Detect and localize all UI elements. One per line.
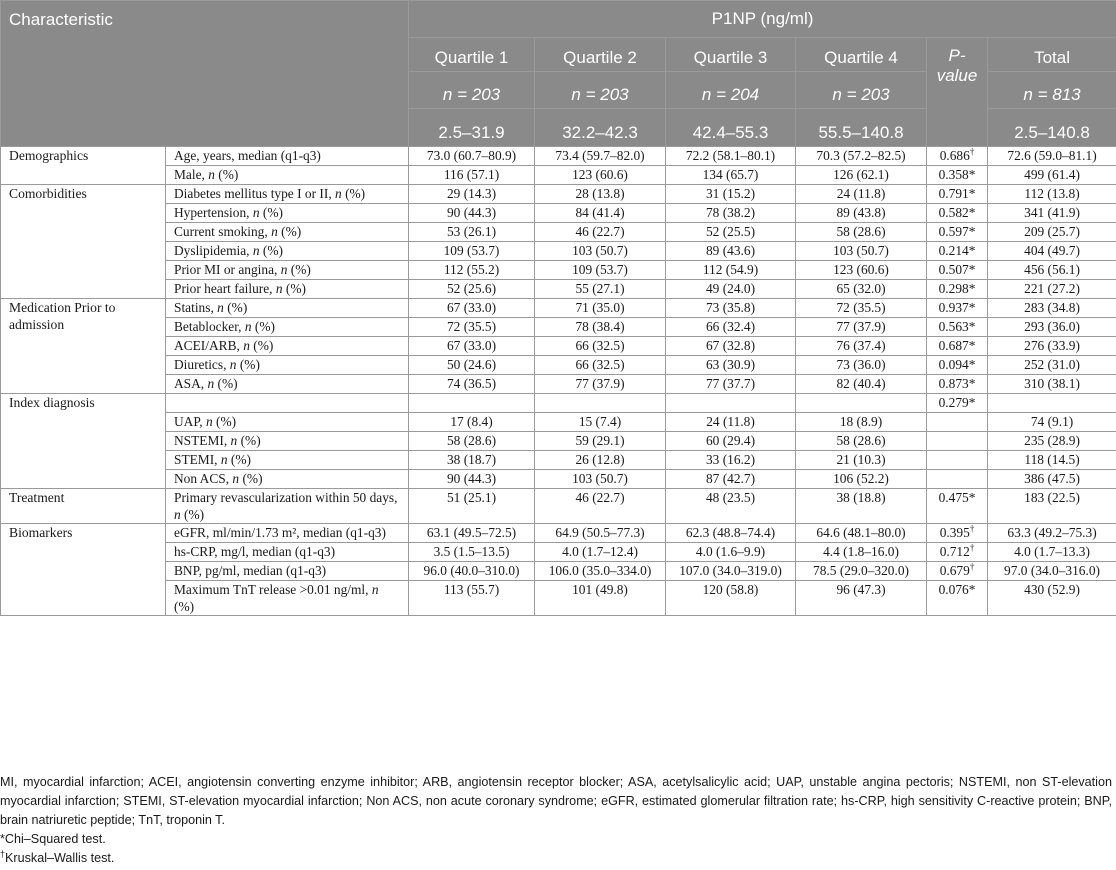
p-value-cell: [927, 356, 988, 375]
quartile-2-value: 4.0 (1.7–12.4): [535, 543, 666, 562]
p-value-cell: [927, 185, 988, 204]
quartile-1-value: 109 (53.7): [409, 242, 535, 261]
quartile-1-value: 51 (25.1): [409, 489, 535, 524]
table-row: [1, 166, 1116, 185]
quartile-1-value: 96.0 (40.0–310.0): [409, 562, 535, 581]
table-row: [1, 242, 1116, 261]
total-value: 283 (34.8): [988, 299, 1116, 318]
table-row: [1, 280, 1116, 299]
p-value-cell: [927, 451, 988, 470]
quartile-3-value: 134 (65.7): [666, 166, 796, 185]
p-value-cell: [927, 147, 988, 166]
p-value-cell: [927, 375, 988, 394]
quartile-3-value: 62.3 (48.8–74.4): [666, 524, 796, 543]
category-cell: Treatment: [1, 489, 166, 524]
quartile-2-value: 64.9 (50.5–77.3): [535, 524, 666, 543]
table-row: [1, 562, 1116, 581]
category-cell: Index diagnosis: [1, 394, 166, 489]
total-value: 276 (33.9): [988, 337, 1116, 356]
total-value: 310 (38.1): [988, 375, 1116, 394]
quartile-3-range: 42.4–55.3: [666, 109, 796, 147]
total-value: 499 (61.4): [988, 166, 1116, 185]
p-value: 0.076*: [938, 582, 976, 597]
quartile-3-value: 67 (32.8): [666, 337, 796, 356]
quartile-2-range: 32.2–42.3: [535, 109, 666, 147]
p-value-cell: [927, 337, 988, 356]
row-label: Primary revascularization within 50 days, n (%): [166, 489, 409, 524]
row-label: Maximum TnT release >0.01 ng/ml, n (%): [166, 581, 409, 616]
quartile-1-range: 2.5–31.9: [409, 109, 535, 147]
total-value: 404 (49.7): [988, 242, 1116, 261]
quartile-3-n: n = 204: [666, 72, 796, 109]
table-header: [1, 1, 1116, 147]
p-value: 0.395: [939, 525, 970, 540]
table-row: [1, 337, 1116, 356]
dagger-mark: †: [0, 848, 6, 859]
row-label: Dyslipidemia, n (%): [166, 242, 409, 261]
quartile-3-value: 89 (43.6): [666, 242, 796, 261]
p-value-cell: [927, 299, 988, 318]
quartile-2-value: 78 (38.4): [535, 318, 666, 337]
p-value: 0.214*: [938, 243, 976, 258]
quartile-1-value: [409, 394, 535, 413]
quartile-1-value: 38 (18.7): [409, 451, 535, 470]
row-label: ASA, n (%): [166, 375, 409, 394]
quartile-2-value: 73.4 (59.7–82.0): [535, 147, 666, 166]
quartile-4-value: 21 (10.3): [796, 451, 927, 470]
total-value: [988, 394, 1116, 413]
quartile-1-value: 67 (33.0): [409, 299, 535, 318]
p-value-cell: [927, 470, 988, 489]
p-value: 0.712: [939, 544, 970, 559]
quartile-4-value: 106 (52.2): [796, 470, 927, 489]
p-value: 0.563*: [938, 319, 976, 334]
quartile-4-value: 72 (35.5): [796, 299, 927, 318]
table-row: [1, 524, 1116, 543]
row-label: Statins, n (%): [166, 299, 409, 318]
p-value-cell: [927, 166, 988, 185]
total-value: 341 (41.9): [988, 204, 1116, 223]
table-row: [1, 470, 1116, 489]
quartile-3-value: 31 (15.2): [666, 185, 796, 204]
p-value-cell: [927, 562, 988, 581]
quartile-1-value: 74 (36.5): [409, 375, 535, 394]
quartile-4-value: 96 (47.3): [796, 581, 927, 616]
p-value-cell: [927, 543, 988, 562]
table-row: [1, 356, 1116, 375]
row-label: NSTEMI, n (%): [166, 432, 409, 451]
category-cell: Biomarkers: [1, 524, 166, 616]
p-value-mark: †: [969, 146, 975, 157]
table-row: [1, 299, 1116, 318]
total-value: 221 (27.2): [988, 280, 1116, 299]
quartile-3-header: Quartile 3: [666, 38, 796, 72]
quartile-3-value: 87 (42.7): [666, 470, 796, 489]
total-value: 4.0 (1.7–13.3): [988, 543, 1116, 562]
quartile-4-header: Quartile 4: [796, 38, 927, 72]
total-value: 118 (14.5): [988, 451, 1116, 470]
chi-squared-note: *Chi–Squared test.: [0, 832, 106, 846]
row-label: STEMI, n (%): [166, 451, 409, 470]
p-value: 0.686: [939, 148, 970, 163]
quartile-2-value: 46 (22.7): [535, 489, 666, 524]
kruskal-wallis-note: [0, 849, 1112, 868]
row-label: hs-CRP, mg/l, median (q1-q3): [166, 543, 409, 562]
quartile-3-value: 24 (11.8): [666, 413, 796, 432]
p-value-mark: †: [969, 523, 975, 534]
total-value: 386 (47.5): [988, 470, 1116, 489]
quartile-2-value: 46 (22.7): [535, 223, 666, 242]
quartile-4-value: 82 (40.4): [796, 375, 927, 394]
quartile-1-value: 90 (44.3): [409, 204, 535, 223]
p-value-header: [927, 38, 988, 147]
quartile-3-value: [666, 394, 796, 413]
quartile-3-value: 60 (29.4): [666, 432, 796, 451]
quartile-4-value: 58 (28.6): [796, 223, 927, 242]
quartile-3-value: 77 (37.7): [666, 375, 796, 394]
total-value: 456 (56.1): [988, 261, 1116, 280]
p-value-cell: [927, 280, 988, 299]
abbreviations-note: MI, myocardial infarction; ACEI, angiotensin converting enzyme inhibitor; ARB, angiotensin receptor blocker; ASA, acetylsalicylic acid; UAP, unstable angina pectoris; NSTEMI, non ST-elevation myocardial infarction; STEMI, ST-elevation myocardial infarction; Non ACS, non acute coronary syndrome; eGFR, estimated glomerular filtration rate; hs-CRP, high sensitivity C-reactive protein; BNP, brain natriuretic peptide; TnT, troponin T.: [0, 775, 1112, 827]
total-range: 2.5–140.8: [988, 109, 1116, 147]
p-value-cell: [927, 413, 988, 432]
quartile-2-value: 71 (35.0): [535, 299, 666, 318]
p-value-cell: [927, 581, 988, 616]
row-label: Male, n (%): [166, 166, 409, 185]
characteristic-header: Characteristic: [1, 1, 409, 147]
quartile-1-value: 90 (44.3): [409, 470, 535, 489]
p-value: 0.358*: [938, 167, 976, 182]
quartile-3-value: 72.2 (58.1–80.1): [666, 147, 796, 166]
quartile-1-value: 116 (57.1): [409, 166, 535, 185]
table-row: [1, 318, 1116, 337]
table-row: [1, 204, 1116, 223]
row-label: [166, 394, 409, 413]
table-row: [1, 375, 1116, 394]
row-label: BNP, pg/ml, median (q1-q3): [166, 562, 409, 581]
quartile-4-value: 76 (37.4): [796, 337, 927, 356]
quartile-1-value: 29 (14.3): [409, 185, 535, 204]
quartile-1-value: 58 (28.6): [409, 432, 535, 451]
table-row: [1, 451, 1116, 470]
quartile-3-value: 73 (35.8): [666, 299, 796, 318]
row-label: ACEI/ARB, n (%): [166, 337, 409, 356]
quartile-4-value: 64.6 (48.1–80.0): [796, 524, 927, 543]
p-value: 0.279*: [938, 395, 976, 410]
quartile-4-value: 123 (60.6): [796, 261, 927, 280]
quartile-4-value: 38 (18.8): [796, 489, 927, 524]
quartile-4-range: 55.5–140.8: [796, 109, 927, 147]
quartile-3-value: 48 (23.5): [666, 489, 796, 524]
quartile-3-value: 66 (32.4): [666, 318, 796, 337]
p-value: 0.597*: [938, 224, 976, 239]
table-body: [1, 147, 1116, 616]
total-value: 183 (22.5): [988, 489, 1116, 524]
row-label: Hypertension, n (%): [166, 204, 409, 223]
p-value: 0.791*: [938, 186, 976, 201]
quartile-2-value: 59 (29.1): [535, 432, 666, 451]
total-value: 74 (9.1): [988, 413, 1116, 432]
p-value: 0.873*: [938, 376, 976, 391]
quartile-1-value: 113 (55.7): [409, 581, 535, 616]
quartile-4-value: 18 (8.9): [796, 413, 927, 432]
table-row: [1, 147, 1116, 166]
row-label: Betablocker, n (%): [166, 318, 409, 337]
category-cell: Comorbidities: [1, 185, 166, 299]
total-value: 72.6 (59.0–81.1): [988, 147, 1116, 166]
quartile-1-value: 17 (8.4): [409, 413, 535, 432]
kruskal-wallis-text: Kruskal–Wallis test.: [5, 851, 115, 865]
total-value: 235 (28.9): [988, 432, 1116, 451]
p-value: 0.094*: [938, 357, 976, 372]
quartile-3-value: 33 (16.2): [666, 451, 796, 470]
quartile-4-value: 78.5 (29.0–320.0): [796, 562, 927, 581]
row-label: Non ACS, n (%): [166, 470, 409, 489]
table-footnotes: [0, 773, 1112, 868]
total-n: n = 813: [988, 72, 1116, 109]
row-label: Prior heart failure, n (%): [166, 280, 409, 299]
quartile-2-value: 77 (37.9): [535, 375, 666, 394]
quartile-2-value: 26 (12.8): [535, 451, 666, 470]
row-label: Diuretics, n (%): [166, 356, 409, 375]
quartile-1-header: Quartile 1: [409, 38, 535, 72]
quartile-1-value: 52 (25.6): [409, 280, 535, 299]
quartile-2-value: 55 (27.1): [535, 280, 666, 299]
table-row: [1, 261, 1116, 280]
table-row: [1, 581, 1116, 616]
table-row: [1, 394, 1116, 413]
p-value: 0.507*: [938, 262, 976, 277]
table-row: [1, 413, 1116, 432]
total-value: 63.3 (49.2–75.3): [988, 524, 1116, 543]
p-value-cell: [927, 524, 988, 543]
table-row: [1, 543, 1116, 562]
quartile-2-value: 66 (32.5): [535, 356, 666, 375]
quartile-1-value: 67 (33.0): [409, 337, 535, 356]
p-value-cell: [927, 489, 988, 524]
quartile-4-value: 24 (11.8): [796, 185, 927, 204]
table-row: [1, 432, 1116, 451]
quartile-3-value: 107.0 (34.0–319.0): [666, 562, 796, 581]
quartile-3-value: 52 (25.5): [666, 223, 796, 242]
total-value: 209 (25.7): [988, 223, 1116, 242]
quartile-4-value: 103 (50.7): [796, 242, 927, 261]
quartile-4-value: 73 (36.0): [796, 356, 927, 375]
p-value: 0.679: [939, 563, 970, 578]
quartile-2-value: 103 (50.7): [535, 470, 666, 489]
total-value: 112 (13.8): [988, 185, 1116, 204]
quartile-2-value: 103 (50.7): [535, 242, 666, 261]
quartile-1-value: 112 (55.2): [409, 261, 535, 280]
quartile-1-value: 72 (35.5): [409, 318, 535, 337]
quartile-4-value: 89 (43.8): [796, 204, 927, 223]
row-label: UAP, n (%): [166, 413, 409, 432]
row-label: Diabetes mellitus type I or II, n (%): [166, 185, 409, 204]
p-value-cell: [927, 394, 988, 413]
quartile-3-value: 49 (24.0): [666, 280, 796, 299]
quartile-4-value: 126 (62.1): [796, 166, 927, 185]
row-label: Age, years, median (q1-q3): [166, 147, 409, 166]
quartile-1-value: 53 (26.1): [409, 223, 535, 242]
quartile-2-value: [535, 394, 666, 413]
p-value: 0.582*: [938, 205, 976, 220]
table-row: [1, 185, 1116, 204]
total-value: 252 (31.0): [988, 356, 1116, 375]
quartile-1-value: 63.1 (49.5–72.5): [409, 524, 535, 543]
quartile-3-value: 112 (54.9): [666, 261, 796, 280]
p-value-cell: [927, 432, 988, 451]
p-value: 0.937*: [938, 300, 976, 315]
quartile-3-value: 78 (38.2): [666, 204, 796, 223]
p-value-cell: [927, 318, 988, 337]
total-value: 293 (36.0): [988, 318, 1116, 337]
quartile-2-value: 66 (32.5): [535, 337, 666, 356]
p-value-label: P- value: [936, 46, 978, 85]
category-cell: Medication Prior to admission: [1, 299, 166, 394]
table-row: [1, 223, 1116, 242]
p-value-cell: [927, 223, 988, 242]
quartile-2-value: 101 (49.8): [535, 581, 666, 616]
quartile-2-header: Quartile 2: [535, 38, 666, 72]
quartile-1-value: 3.5 (1.5–13.5): [409, 543, 535, 562]
total-header: Total: [988, 38, 1116, 72]
p-value: 0.475*: [938, 490, 976, 505]
category-cell: Demographics: [1, 147, 166, 185]
p-value-mark: †: [969, 542, 975, 553]
quartile-4-value: [796, 394, 927, 413]
p-value-cell: [927, 242, 988, 261]
total-value: 97.0 (34.0–316.0): [988, 562, 1116, 581]
quartile-3-value: 63 (30.9): [666, 356, 796, 375]
p1np-group-header: P1NP (ng/ml): [409, 1, 1116, 38]
row-label: Current smoking, n (%): [166, 223, 409, 242]
quartile-2-value: 15 (7.4): [535, 413, 666, 432]
p-value: 0.298*: [938, 281, 976, 296]
p-value-cell: [927, 261, 988, 280]
row-label: Prior MI or angina, n (%): [166, 261, 409, 280]
quartile-4-value: 4.4 (1.8–16.0): [796, 543, 927, 562]
quartile-4-value: 58 (28.6): [796, 432, 927, 451]
quartile-4-value: 70.3 (57.2–82.5): [796, 147, 927, 166]
quartile-2-value: 109 (53.7): [535, 261, 666, 280]
total-value: 430 (52.9): [988, 581, 1116, 616]
quartile-2-n: n = 203: [535, 72, 666, 109]
quartile-2-value: 84 (41.4): [535, 204, 666, 223]
row-label: eGFR, ml/min/1.73 m², median (q1-q3): [166, 524, 409, 543]
quartile-4-value: 65 (32.0): [796, 280, 927, 299]
table-row: [1, 489, 1116, 524]
quartile-2-value: 123 (60.6): [535, 166, 666, 185]
quartile-1-value: 73.0 (60.7–80.9): [409, 147, 535, 166]
p-value: 0.687*: [938, 338, 976, 353]
quartile-2-value: 28 (13.8): [535, 185, 666, 204]
quartile-3-value: 4.0 (1.6–9.9): [666, 543, 796, 562]
p-value-cell: [927, 204, 988, 223]
quartile-2-value: 106.0 (35.0–334.0): [535, 562, 666, 581]
quartile-4-n: n = 203: [796, 72, 927, 109]
p-value-mark: †: [969, 561, 975, 572]
quartile-3-value: 120 (58.8): [666, 581, 796, 616]
quartile-1-value: 50 (24.6): [409, 356, 535, 375]
quartile-4-value: 77 (37.9): [796, 318, 927, 337]
quartile-1-n: n = 203: [409, 72, 535, 109]
